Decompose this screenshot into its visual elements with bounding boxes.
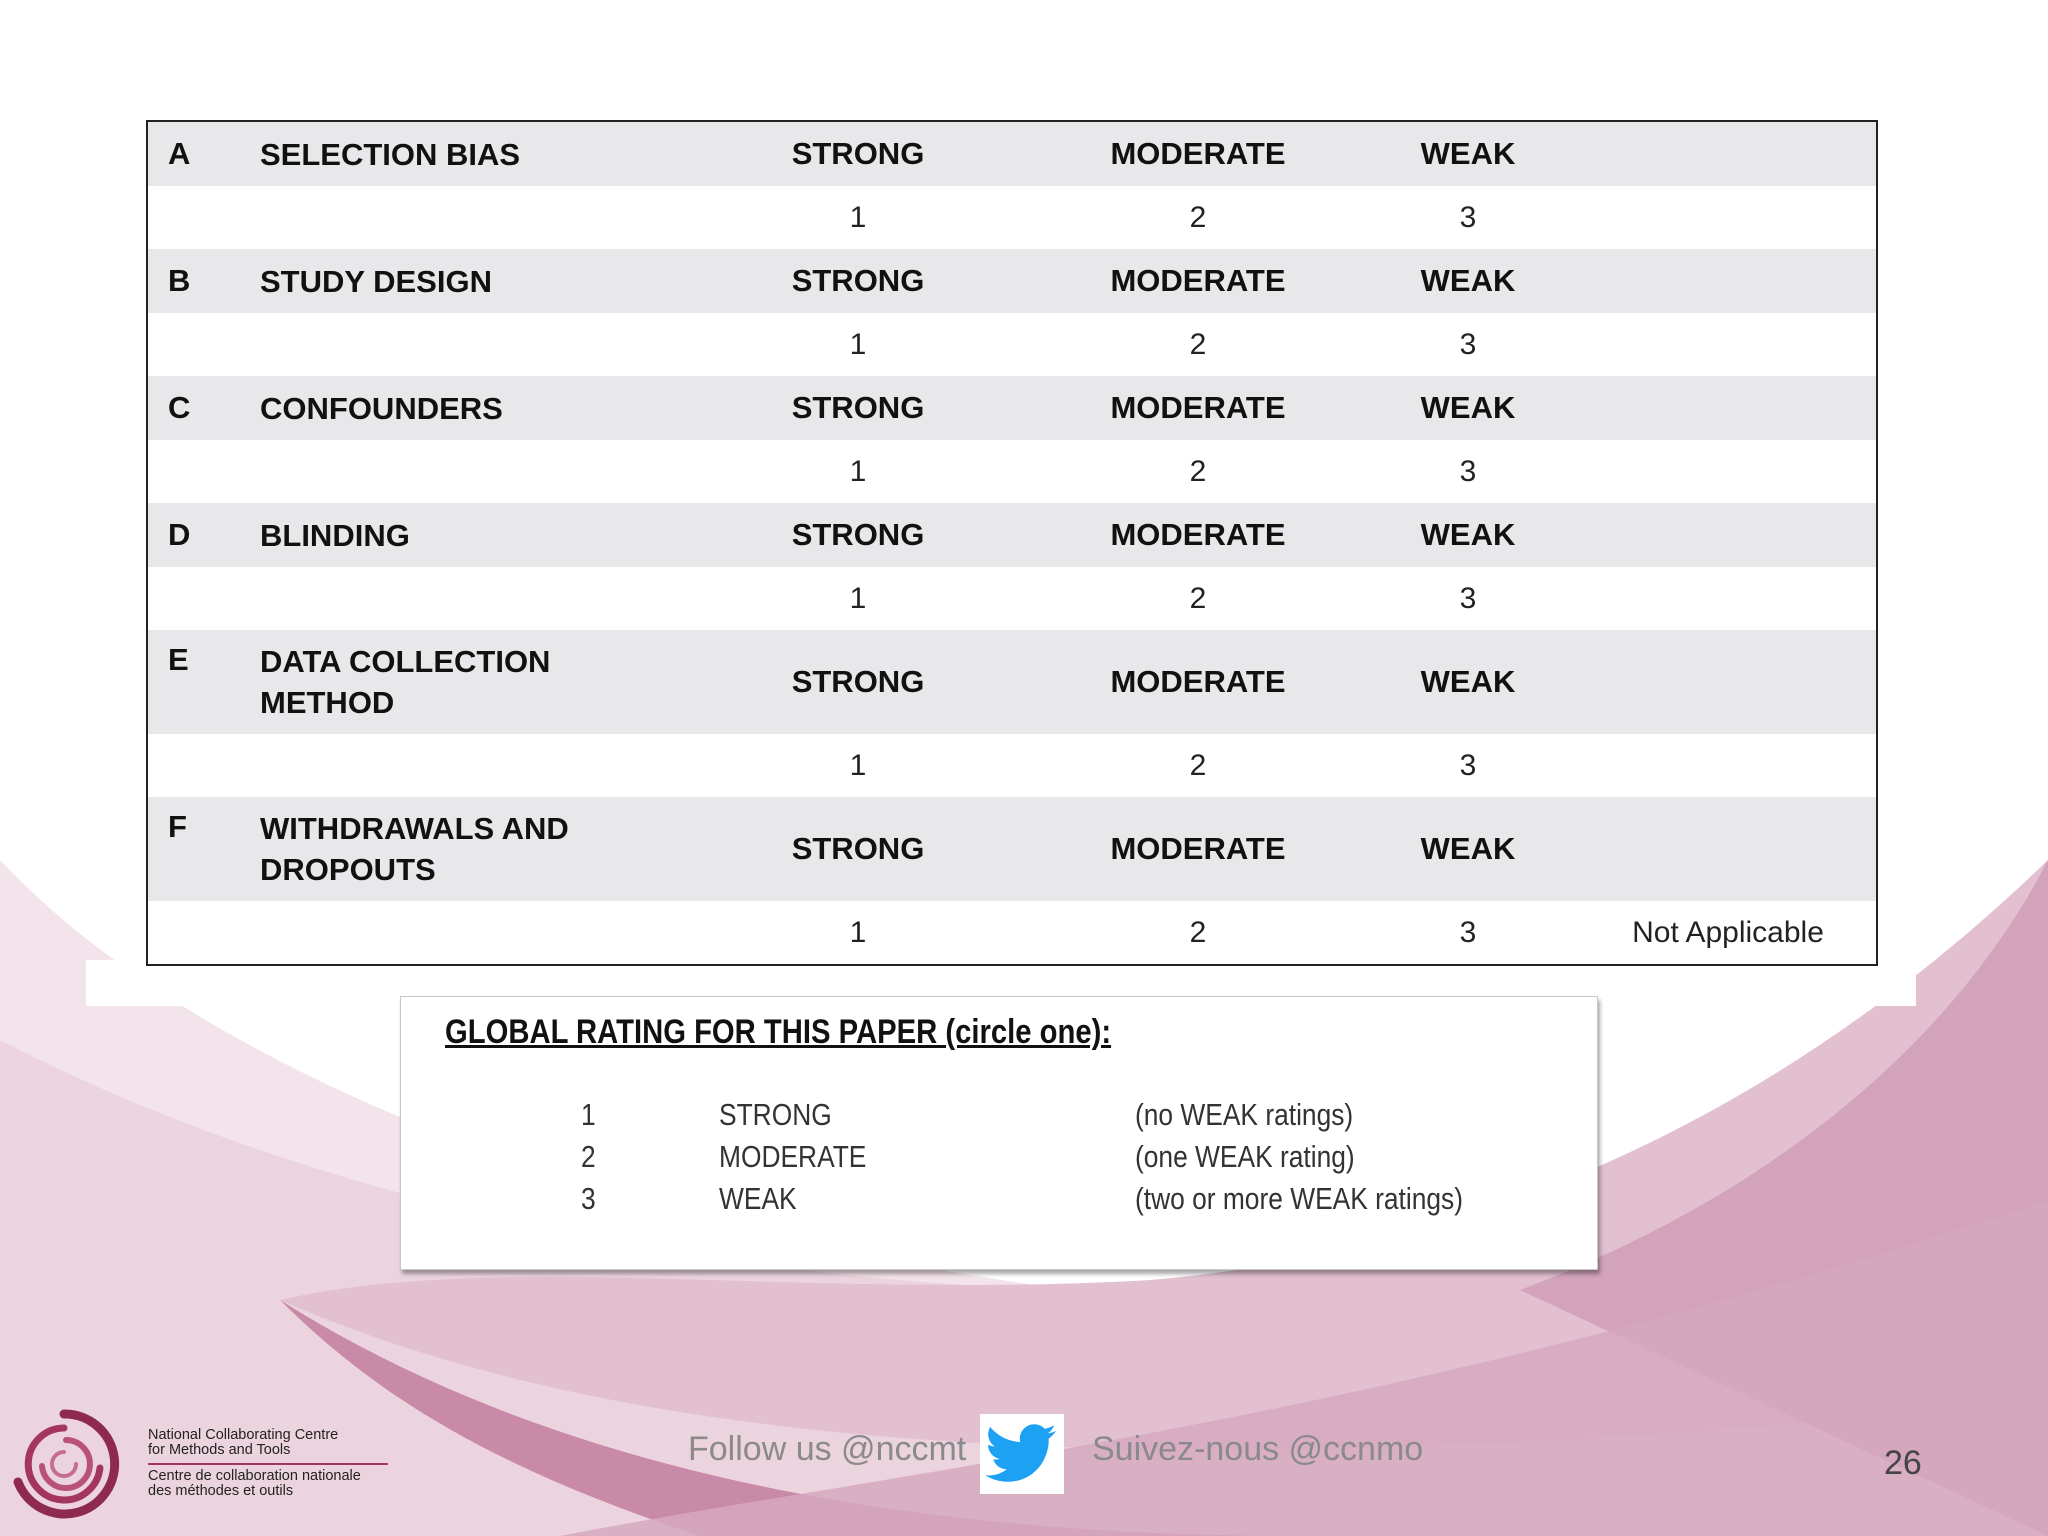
follow-us-text[interactable]: Follow us @nccmt: [688, 1430, 967, 1468]
score-strong[interactable]: 1: [849, 454, 867, 488]
component-name: WITHDRAWALS AND DROPOUTS: [260, 811, 569, 887]
table-row: [148, 313, 1876, 376]
table-row: [148, 734, 1876, 797]
score-moderate[interactable]: 2: [1189, 327, 1207, 361]
option-number: 1: [581, 1097, 596, 1132]
org-name-en-line1: National Collaborating Centre: [148, 1427, 339, 1443]
score-strong[interactable]: 1: [849, 200, 867, 234]
component-letter: A: [168, 136, 191, 171]
option-number: 3: [581, 1181, 596, 1216]
organization-name: [148, 1428, 398, 1499]
component-name: CONFOUNDERS: [260, 390, 503, 426]
strong-label: STRONG: [791, 517, 925, 552]
component-name: SELECTION BIAS: [260, 136, 521, 172]
suivez-nous-text[interactable]: Suivez-nous @ccnmo: [1092, 1430, 1424, 1468]
strong-label: STRONG: [791, 390, 925, 425]
option-number: 2: [581, 1139, 596, 1174]
score-moderate[interactable]: 2: [1189, 748, 1207, 782]
score-weak[interactable]: 3: [1459, 915, 1477, 949]
global-rating-option[interactable]: [401, 1139, 1597, 1179]
moderate-label: MODERATE: [1110, 517, 1286, 552]
component-letter: B: [168, 263, 191, 298]
org-name-fr-line1: Centre de collaboration nationale: [148, 1468, 361, 1484]
moderate-label: MODERATE: [1110, 831, 1286, 866]
global-rating-option[interactable]: [401, 1181, 1597, 1221]
weak-label: WEAK: [1420, 831, 1516, 866]
component-letter: D: [168, 517, 191, 552]
option-label: WEAK: [719, 1181, 797, 1216]
logo-divider: [148, 1463, 388, 1465]
component-name: STUDY DESIGN: [260, 263, 492, 299]
page-number: 26: [1884, 1444, 1922, 1482]
score-strong[interactable]: 1: [849, 327, 867, 361]
strong-label: STRONG: [791, 136, 925, 171]
weak-label: WEAK: [1420, 390, 1516, 425]
score-weak[interactable]: 3: [1459, 581, 1477, 615]
score-moderate[interactable]: 2: [1189, 915, 1207, 949]
strong-label: STRONG: [791, 263, 925, 298]
score-weak[interactable]: 3: [1459, 200, 1477, 234]
component-name: DATA COLLECTION METHOD: [260, 644, 551, 720]
moderate-label: MODERATE: [1110, 390, 1286, 425]
moderate-label: MODERATE: [1110, 136, 1286, 171]
twitter-bird-icon: [980, 1414, 1064, 1494]
option-label: MODERATE: [719, 1139, 867, 1174]
table-row: [148, 567, 1876, 630]
score-moderate[interactable]: 2: [1189, 454, 1207, 488]
weak-label: WEAK: [1420, 136, 1516, 171]
score-strong[interactable]: 1: [849, 748, 867, 782]
table-row: [148, 186, 1876, 249]
score-strong[interactable]: 1: [849, 915, 867, 949]
table-row: [148, 122, 1876, 186]
strong-label: STRONG: [791, 664, 925, 699]
weak-label: WEAK: [1420, 263, 1516, 298]
moderate-label: MODERATE: [1110, 664, 1286, 699]
weak-label: WEAK: [1420, 664, 1516, 699]
score-moderate[interactable]: 2: [1189, 200, 1207, 234]
weak-label: WEAK: [1420, 517, 1516, 552]
global-rating-option[interactable]: [401, 1097, 1597, 1137]
score-weak[interactable]: 3: [1459, 327, 1477, 361]
global-rating-title: GLOBAL RATING FOR THIS PAPER (circle one):: [445, 1013, 1112, 1051]
quality-rating-table: [146, 120, 1878, 966]
table-row: [148, 440, 1876, 503]
strong-label: STRONG: [791, 831, 925, 866]
org-name-en-line2: for Methods and Tools: [148, 1442, 291, 1458]
global-rating-box: [400, 996, 1598, 1270]
score-weak[interactable]: 3: [1459, 454, 1477, 488]
twitter-link[interactable]: [980, 1414, 1064, 1494]
score-moderate[interactable]: 2: [1189, 581, 1207, 615]
option-note: (one WEAK rating): [1135, 1139, 1355, 1174]
component-letter: C: [168, 390, 191, 425]
table-row: [148, 797, 1876, 901]
score-not-applicable[interactable]: Not Applicable: [1632, 915, 1824, 949]
option-note: (no WEAK ratings): [1135, 1097, 1354, 1132]
score-weak[interactable]: 3: [1459, 748, 1477, 782]
nccmt-logo-icon[interactable]: [8, 1408, 120, 1520]
table-row: [148, 249, 1876, 313]
table-row: [148, 630, 1876, 734]
option-label: STRONG: [719, 1097, 832, 1132]
org-name-fr-line2: des méthodes et outils: [148, 1483, 294, 1499]
option-note: (two or more WEAK ratings): [1135, 1181, 1463, 1216]
score-strong[interactable]: 1: [849, 581, 867, 615]
component-name: BLINDING: [260, 517, 410, 553]
table-row: [148, 503, 1876, 567]
table-row: [148, 376, 1876, 440]
component-letter: F: [168, 809, 187, 844]
component-letter: E: [168, 642, 189, 677]
table-row: [148, 901, 1876, 964]
moderate-label: MODERATE: [1110, 263, 1286, 298]
